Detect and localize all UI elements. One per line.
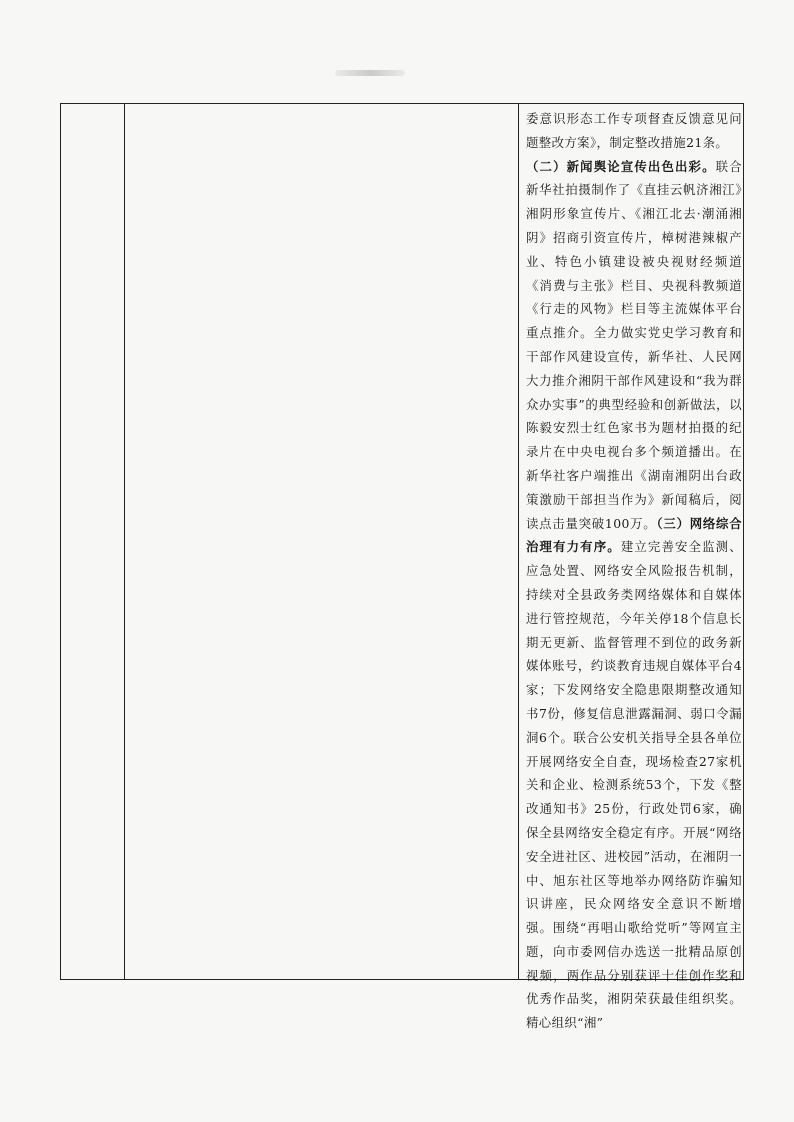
paragraph-text: 建立完善安全监测、应急处置、网络安全风险报告机制，持续对全县政务类网络媒体和自媒体进行管控规范，今年关停18个信息长期无更新、监督管理不到位的政务新媒体账号，约谈教育违规自媒体平台4家；下发网络安全隐患限期整改通知书7份，修复信息泄露漏洞、弱口令漏洞6个。联合公安机关指导全县各单位开展网络安全自查，现场检查27家机关和企业、检测系统53个，下发《整改通知书》25份，行政处罚6家，确保全县网络安全稳定有序。开展“网络安全进社区、进校园”活动，在湘阴一中、旭东社区等地举办网络防诈骗知识讲座，民众网络安全意识不断增强。围绕“再唱山歌给党听”等网宣主题，向市委网信办选送一批精品原创视频，两作品分别获评十佳创作奖和优秀作品奖，湘阴荣获最佳组织奖。精心组织“湘”: [526, 539, 742, 1031]
table-column-divider: [518, 104, 519, 979]
paragraph-text: 联合新华社拍摄制作了《直挂云帆济湘江》湘阴形象宣传片、《湘江北去·潮涌湘阴》招商引资宣传片，樟树港辣椒产业、特色小镇建设被央视财经频道《消费与主张》栏目、央视科教频道《行走的风物》栏目等主流媒体平台重点推介。全力做实党史学习教育和干部作风建设宣传，新华社、人民网大力推介湘阴干部作风建设和“我为群众办实事”的典型经验和创新做法，以陈毅安烈士红色家书为题材拍摄的纪录片在中央电视台多个频道播出。在新华社客户端推出《湖南湘阴出台政策激励干部担当作为》新闻稿后，阅读点击量突破100万。: [526, 158, 742, 531]
document-table: [60, 103, 744, 1031]
table-cell-content: [526, 107, 742, 1035]
scan-header-smudge: [335, 70, 405, 76]
section-heading-2: （二）新闻舆论宣传出色出彩。: [526, 158, 716, 174]
paragraph-text: 委意识形态工作专项督查反馈意见问题整改方案》，制定整改措施21条。: [526, 111, 742, 150]
table-column-divider: [124, 104, 125, 979]
section-heading-3: （三）网络综合治理有力有序。: [526, 515, 742, 555]
